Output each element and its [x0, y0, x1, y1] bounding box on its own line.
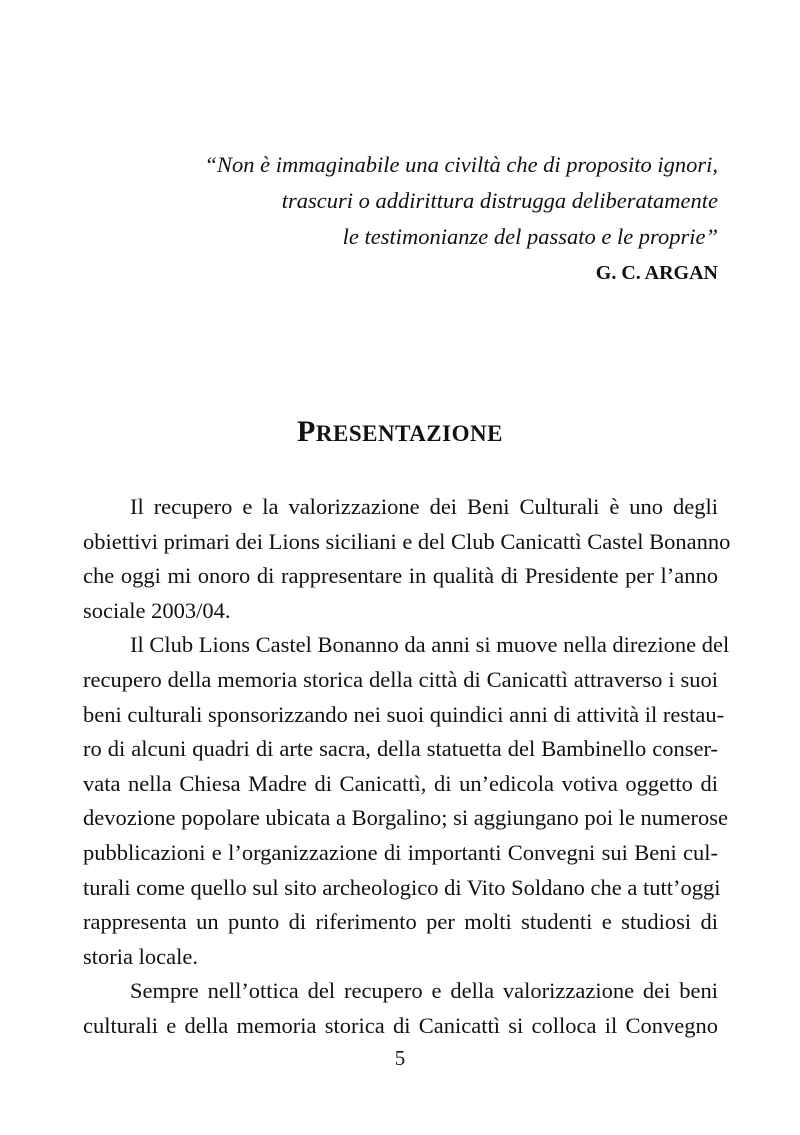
paragraph-line: Il recupero e la valorizzazione dei Beni Culturali è uno degli [130, 494, 718, 519]
paragraph-line: che oggi mi onoro di rappresentare in qualità di Presidente per l’anno [83, 563, 718, 589]
paragraph-line: Il Club Lions Castel Bonanno da anni si muove nella direzione del [130, 632, 730, 658]
epigraph-line: trascuri o addirittura distrugga deliberatamente [281, 188, 718, 213]
heading-initial: P [297, 415, 316, 448]
paragraph-line: rappresenta un punto di riferimento per molti studenti e studiosi di [83, 909, 718, 935]
paragraph-line: vata nella Chiesa Madre di Canicattì, di un’edicola votiva oggetto di [83, 770, 718, 796]
paragraph-line: ro di alcuni quadri di arte sacra, della statuetta del Bambinello conser- [83, 736, 718, 762]
paragraph-line: beni culturali sponsorizzando nei suoi quindici anni di attività il restau- [83, 701, 725, 727]
paragraph-line: devozione popolare ubicata a Borgalino; si aggiungano poi le numerose [83, 805, 729, 831]
section-heading [0, 415, 800, 449]
paragraph-line: culturali e della memoria storica di Canicattì si colloca il Convegno [83, 1012, 718, 1038]
paragraph-line: obiettivi primari dei Lions siciliani e del Club Canicattì Castel Bonanno [83, 528, 731, 554]
paragraph-line: turali come quello sul sito archeologico di Vito Soldano che a tutt’oggi [83, 874, 721, 900]
paragraph-line: recupero della memoria storica della città di Canicattì attraverso i suoi [83, 666, 718, 692]
epigraph-line: le testimonianze del passato e le proprie” [342, 224, 718, 249]
epigraph-line: “Non è immaginabile una civiltà che di proposito ignori, [204, 152, 718, 177]
heading-rest: RESENTAZIONE [315, 421, 503, 446]
epigraph-author: G. C. ARGAN [595, 262, 718, 284]
paragraph-line: sociale 2003/04. [83, 597, 231, 623]
paragraph-line: storia locale. [83, 943, 198, 969]
body-text [83, 490, 731, 1044]
paragraph-line: pubblicazioni e l’organizzazione di importanti Convegni sui Beni cul- [83, 839, 718, 865]
epigraph-quote [78, 147, 718, 290]
paragraph-line: Sempre nell’ottica del recupero e della valorizzazione dei beni [130, 978, 718, 1004]
page-number: 5 [394, 1046, 406, 1070]
